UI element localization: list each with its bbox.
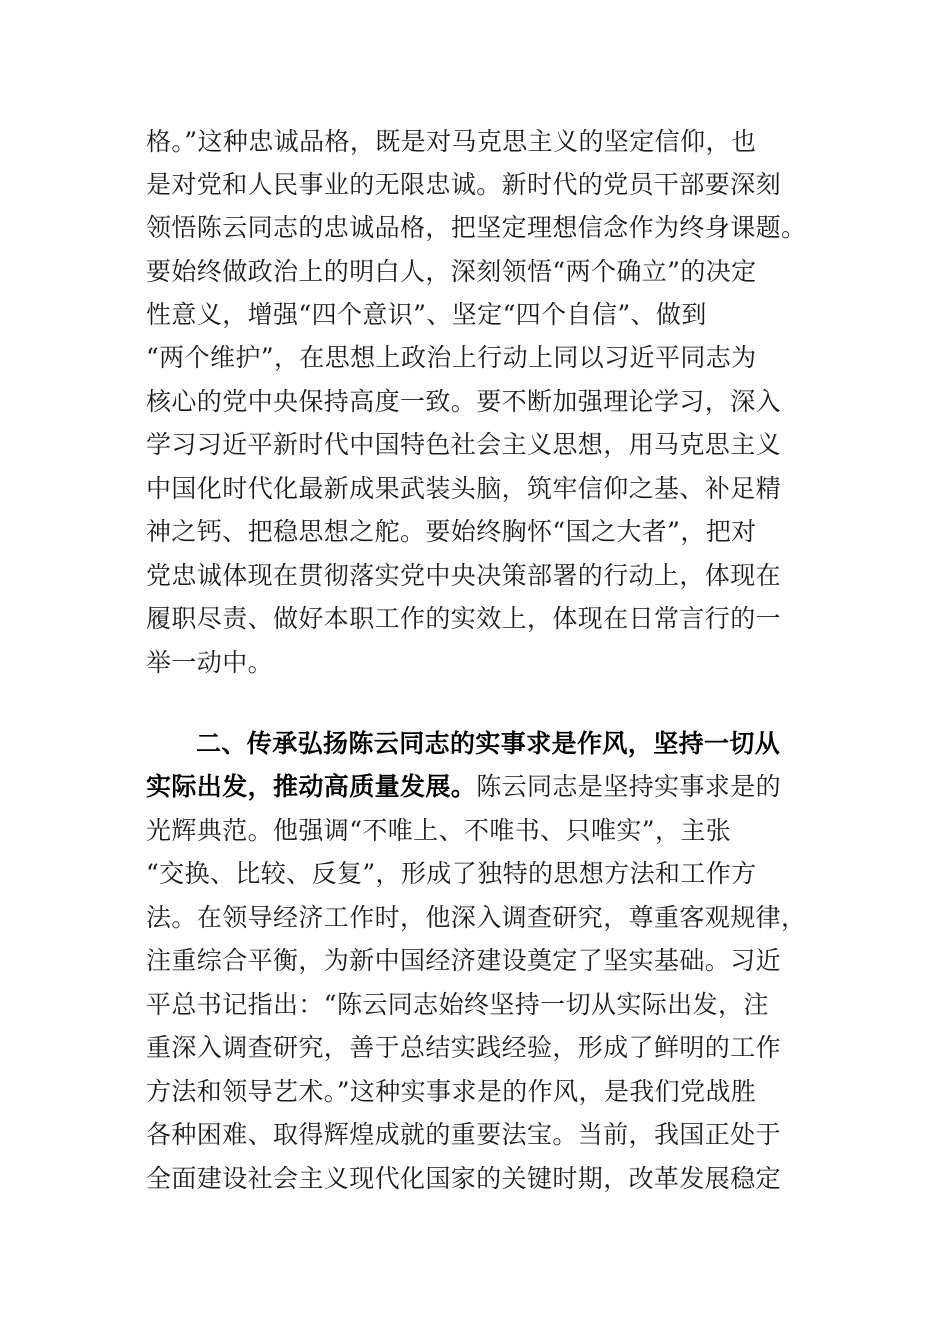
text-line: “交换、比较、反复”，形成了独特的思想方法和工作方 — [146, 859, 757, 888]
text-line: 平总书记指出：“陈云同志始终坚持一切从实际出发，注 — [146, 990, 769, 1019]
text-line: 法。在领导经济工作时，他深入调查研究，尊重客观规律， — [146, 903, 807, 932]
text-line — [146, 772, 781, 802]
text-line: 各种困难、取得辉煌成就的重要法宝。当前，我国正处于 — [146, 1120, 782, 1149]
text-line: 格。”这种忠诚品格，既是对马克思主义的坚定信仰，也 — [146, 127, 757, 156]
text-line: 中国化时代化最新成果武装头脑，筑牢信仰之基、补足精 — [146, 474, 782, 503]
text-line: 全面建设社会主义现代化国家的关键时期，改革发展稳定 — [146, 1164, 782, 1193]
section-heading: 二、传承弘扬陈云同志的实事求是作风，坚持一切从 — [196, 729, 781, 758]
text-line: 方法和领导艺术。”这种实事求是的作风，是我们党战胜 — [146, 1077, 757, 1106]
text-line: 注重综合平衡，为新中国经济建设奠定了坚实基础。习近 — [146, 946, 782, 975]
text-line: 党忠诚体现在贯彻落实党中央决策部署的行动上，体现在 — [146, 561, 782, 590]
section-heading-continued: 实际出发，推动高质量发展。 — [146, 772, 477, 801]
text-line: 光辉典范。他强调“不唯上、不唯书、只唯实”，主张 — [146, 816, 732, 845]
text-line: 是对党和人民事业的无限忠诚。新时代的党员干部要深刻 — [146, 170, 782, 199]
text-line: 举一动中。 — [146, 648, 274, 677]
text-line: 领悟陈云同志的忠诚品格，把坚定理想信念作为终身课题。 — [146, 213, 807, 242]
text-line: 学习习近平新时代中国特色社会主义思想，用马克思主义 — [146, 430, 782, 459]
text-line: 重深入调查研究，善于总结实践经验，形成了鲜明的工作 — [146, 1033, 782, 1062]
text-line: 性意义，增强“四个意识”、坚定“四个自信”、做到 — [146, 300, 707, 329]
text-line: 履职尽责、做好本职工作的实效上，体现在日常言行的一 — [146, 604, 782, 633]
text-line: 要始终做政治上的明白人，深刻领悟“两个确立”的决定 — [146, 257, 757, 286]
text-line: 核心的党中央保持高度一致。要不断加强理论学习，深入 — [146, 387, 782, 416]
text-line: 神之钙、把稳思想之舵。要始终胸怀“国之大者”，把对 — [146, 517, 757, 546]
text-line-rest: 陈云同志是坚持实事求是的 — [476, 772, 782, 801]
text-line: “两个维护”，在思想上政治上行动上同以习近平同志为 — [146, 343, 757, 372]
